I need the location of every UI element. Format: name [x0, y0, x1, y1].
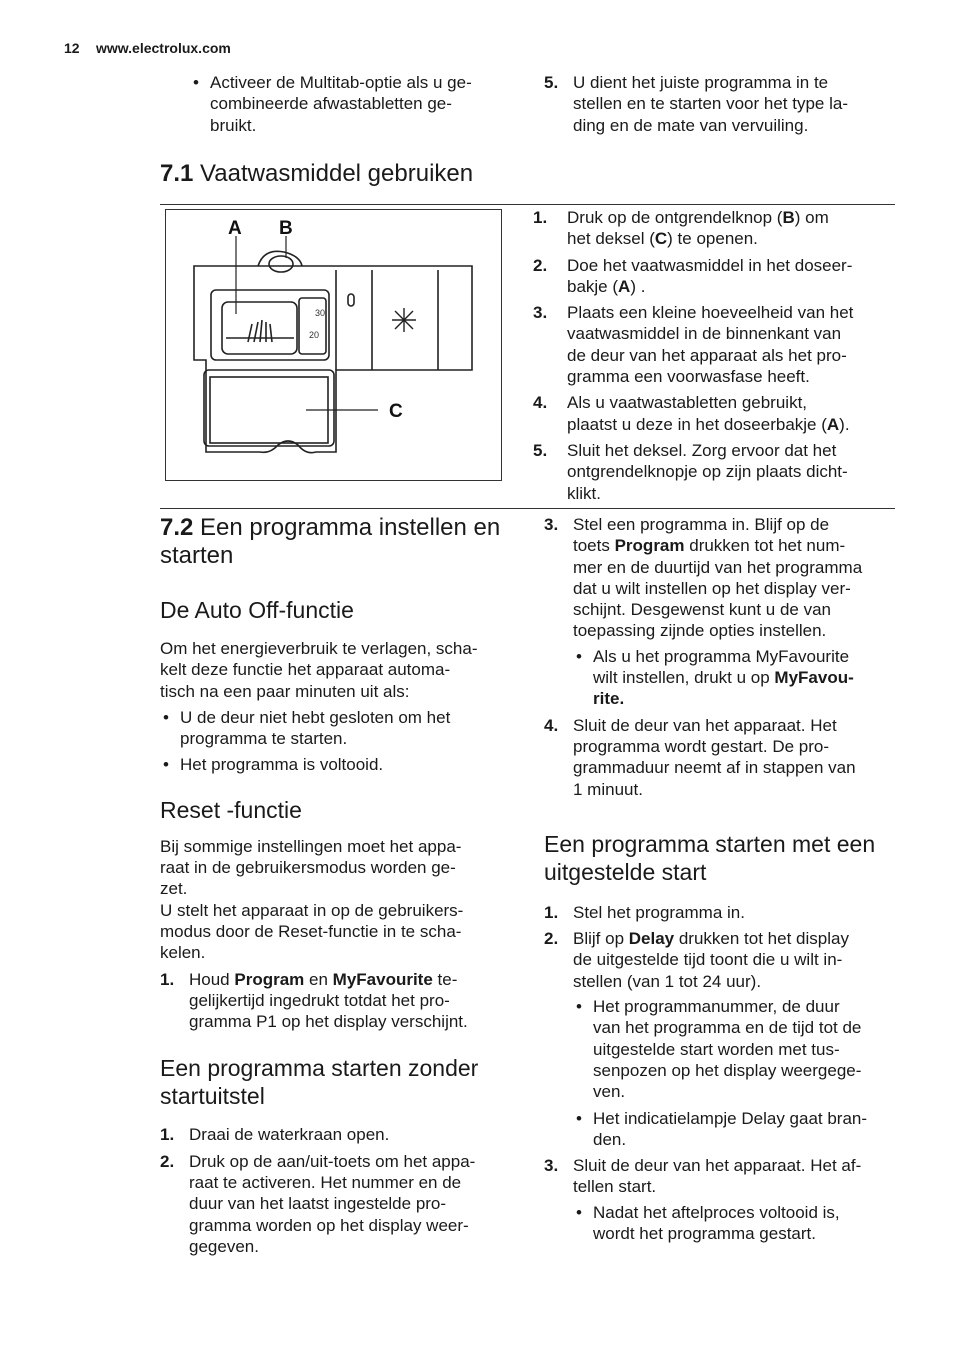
detergent-dispenser-figure	[165, 209, 502, 481]
step-number: 4.	[544, 715, 559, 735]
no-delay-step-1	[160, 1124, 520, 1145]
step-number: 3.	[544, 1156, 559, 1176]
section-number: 7.1	[160, 160, 194, 187]
section-title: Een programma instellen en starten	[160, 514, 501, 569]
step-text: en	[304, 969, 333, 989]
delay-heading: Een programma starten met een uitgestelde start	[544, 830, 876, 885]
reset-paragraph: Bij sommige instellingen moet het appa- raat in de gebruikersmodus worden ge- zet. U stelt het apparaat in op de gebruikers- modus door de Reset-functie in te scha- kelen.	[160, 836, 464, 963]
step-number: 5.	[544, 73, 559, 92]
step-number: 3.	[533, 303, 548, 323]
step-text: Druk op de aan/uit-toets om het appa- raat te activeren. Het nummer en de duur van het laatst ingestelde pro- gramma worden op het display weer- gegeven.	[189, 1151, 476, 1256]
auto-off-bullet-2: • Het programma is voltooid.	[160, 754, 520, 775]
step-text: ) .	[630, 276, 646, 296]
step-text: drukken tot het display de uitgestelde tijd toont die u wilt in- stellen (van 1 tot 24 uur).	[573, 929, 849, 991]
section-7-1-rule	[160, 204, 895, 205]
section-7-2-rule	[160, 508, 895, 509]
label-c: C	[389, 401, 403, 422]
step-number: 1.	[544, 902, 559, 922]
step-1	[533, 207, 893, 250]
step-text: Blijf op	[573, 929, 629, 949]
step-5	[533, 440, 893, 504]
website-url: www.electrolux.com	[96, 40, 231, 56]
delay-step-2	[544, 928, 896, 1150]
step-text: Stel het programma in.	[573, 902, 745, 922]
step-number: 1.	[160, 969, 175, 989]
step-text: Plaats een kleine hoeveelheid van het vaatwasmiddel in de binnenkant van de deur van het apparaat als het pro- gramma een voorwasfase heeft.	[567, 303, 854, 387]
delay-subbullet-1: • Het programmanummer, de duur van het programma en de tijd tot de uitgestelde start worden met tus- senpozen op het display weergege- ven.	[573, 996, 896, 1102]
page-number: 12	[64, 40, 80, 56]
step-4	[533, 392, 893, 435]
step-text: Sluit de deur van het apparaat. Het af- tellen start.	[573, 1156, 862, 1197]
step-bold: MyFavourite	[332, 969, 433, 989]
step-3	[533, 302, 893, 387]
no-delay-step-3	[544, 514, 896, 710]
dispenser-illustration	[166, 210, 501, 480]
step-bold: Program	[614, 536, 685, 556]
step-text: ) om het deksel (	[567, 208, 829, 249]
step-text: Sluit de deur van het apparaat. Het programma wordt gestart. De pro- grammaduur neemt af in stappen van 1 minuut.	[573, 715, 856, 799]
step-number: 5.	[533, 440, 548, 460]
section-7-1-steps	[533, 207, 893, 509]
step-number: 2.	[533, 255, 548, 275]
section-7-2-right	[544, 514, 896, 1249]
no-delay-step-2	[160, 1151, 520, 1257]
no-delay-heading: Een programma starten zonder startuitstel	[160, 1055, 479, 1110]
step-text: Houd	[189, 969, 235, 989]
step-bold: B	[782, 208, 795, 227]
top-step-5	[544, 72, 904, 136]
reset-heading: Reset -functie	[160, 796, 302, 823]
step-number: 2.	[544, 929, 559, 949]
step-number: 1.	[160, 1125, 175, 1145]
step-text: Doe het vaatwasmiddel in het doseer- bakje (	[567, 255, 853, 296]
no-delay-step-4	[544, 715, 896, 800]
step-bold: A	[618, 276, 631, 296]
auto-off-intro: Om het energieverbruik te verlagen, scha- kelt deze functie het apparaat automa- tisch na een paar minuten uit als:	[160, 639, 478, 701]
step-2	[533, 255, 893, 298]
top-left-block	[190, 72, 520, 141]
delay-step-3	[544, 1155, 896, 1244]
mark-20: 20	[309, 330, 320, 340]
label-b: B	[279, 218, 293, 239]
reset-step-1	[160, 969, 520, 1033]
delay-step-1	[544, 902, 896, 923]
step-bold: C	[654, 229, 668, 249]
mark-30: 30	[315, 308, 326, 318]
step-bold: Program	[234, 969, 305, 989]
step-text: ) te openen.	[667, 229, 758, 249]
step-text: Als u het programma MyFavourite wilt instellen, drukt u op	[593, 646, 850, 688]
section-number: 7.2	[160, 514, 194, 541]
step-number: 4.	[533, 393, 548, 413]
step-text: drukken tot het num- mer en de duurtijd van het programma dat u wilt instellen op het display ver- schijnt. Desgewenst kunt u de van toepassing zijnde opties instellen.	[573, 536, 863, 641]
auto-off-heading: De Auto Off-functie	[160, 597, 354, 623]
step-text: Draai de waterkraan open.	[189, 1125, 390, 1145]
myfavourite-subbullet	[573, 646, 896, 710]
step-text: U dient het juiste programma in te stellen en te starten voor het type la- ding en de mate van vervuiling.	[573, 73, 848, 135]
section-title: Vaatwasmiddel gebruiken	[200, 160, 474, 187]
section-7-1-heading	[160, 160, 473, 188]
step-text: ).	[839, 414, 850, 434]
step-text: Als u vaatwastabletten gebruikt, plaatst u deze in het doseerbakje (	[567, 393, 827, 434]
section-7-2-left	[160, 514, 520, 1262]
step-text: te- gelijkertijd ingedrukt totdat het pro- gramma P1 op het display verschijnt.	[189, 969, 468, 1032]
step-text: Druk op de ontgrendelknop (	[567, 208, 783, 227]
delay-subbullet-2: • Het indicatielampje Delay gaat bran- den.	[573, 1108, 896, 1151]
section-7-2-heading	[160, 514, 520, 570]
step-bold: MyFavou- rite.	[593, 668, 854, 709]
delay-subbullet-3: • Nadat het aftelproces voltooid is, wordt het programma gestart.	[573, 1202, 896, 1245]
step-number: 2.	[160, 1151, 175, 1171]
top-right-block	[544, 72, 904, 141]
auto-off-bullet-1: • U de deur niet hebt gesloten om het programma te starten.	[160, 707, 520, 750]
rinse-aid-icon	[392, 308, 416, 332]
step-bold: A	[826, 414, 840, 434]
step-text: Stel een programma in. Blijf op de toets	[573, 515, 830, 556]
label-a: A	[228, 218, 242, 239]
multitab-bullet: • Activeer de Multitab-optie als u ge- combineerde afwastabletten ge- bruikt.	[190, 72, 520, 136]
step-text: Sluit het deksel. Zorg ervoor dat het ontgrendelknopje op zijn plaats dicht- klikt.	[567, 440, 848, 503]
step-number: 1.	[533, 208, 548, 227]
step-number: 3.	[544, 515, 559, 534]
step-bold: Delay	[628, 929, 675, 949]
